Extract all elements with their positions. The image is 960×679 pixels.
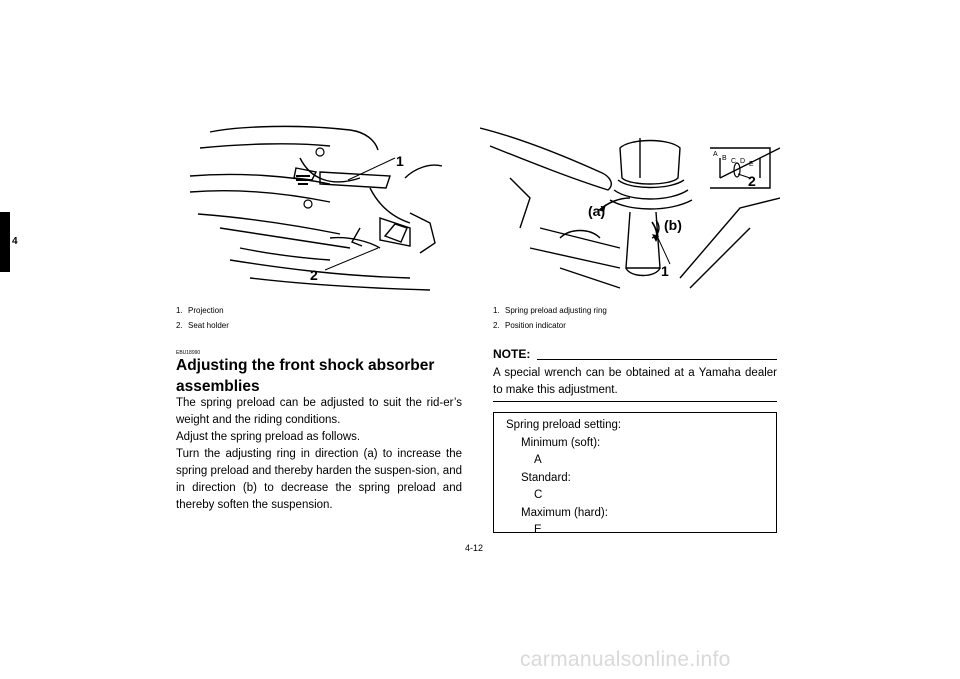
body-paragraph: The spring preload can be adjusted to suit the rid-er’s weight and the riding conditions. [176,397,462,426]
scale-letter: B [722,155,727,162]
spec-label: Minimum (soft): [521,436,601,449]
caption-item: 2. Seat holder [176,321,229,330]
section-body [176,395,462,514]
figure-shock-absorber [480,118,780,300]
spec-box [493,412,777,536]
caption-item: 1. Spring preload adjusting ring [493,306,607,315]
note-rule [493,401,777,402]
scale-letter: D [740,158,746,165]
caption-item: 2. Position indicator [493,321,566,330]
spec-title: Spring preload setting: [506,419,622,431]
scale-letter: E [749,161,754,168]
figure-left-caption [176,303,229,333]
scale-letter: C [731,158,737,165]
page-number: 4-12 [465,543,484,553]
scale-letter: A [713,151,718,158]
section-code: EBU18990 [176,350,201,356]
body-paragraph: Turn the adjusting ring in direction (a) to increase the spring preload and thereby harden the suspen-sion, and in direction (b) to decrease the spring preload and thereby soften the suspension. [176,448,462,511]
shock-absorber-illustration [480,118,780,300]
note-text: A special wrench can be obtained at a Yamaha dealer to make this adjustment. [493,367,777,396]
section-tab [0,212,10,272]
section-heading: Adjusting the front shock absorber assemblies [176,357,435,395]
callout-1: 1 [661,263,669,279]
figure-seat-holder [180,118,450,300]
note-label: NOTE: [493,347,531,361]
callout-1: 1 [396,153,404,169]
callout-b: (b) [664,217,682,233]
note-rule [537,359,777,360]
section-tab-number: 4 [12,236,18,247]
spec-label: Standard: [521,471,571,484]
body-paragraph: Adjust the spring preload as follows. [176,431,361,443]
caption-item: 1. Projection [176,306,224,315]
spec-value: C [534,489,543,501]
seat-holder-illustration [180,118,450,300]
callout-2: 2 [310,267,318,283]
spec-value: E [534,524,542,536]
callout-2: 2 [748,173,756,189]
spec-value: A [534,454,542,466]
callout-a: (a) [588,203,606,219]
watermark: carmanualsonline.info [520,648,731,671]
spec-label: Maximum (hard): [521,506,608,519]
figure-right-caption [493,303,607,333]
